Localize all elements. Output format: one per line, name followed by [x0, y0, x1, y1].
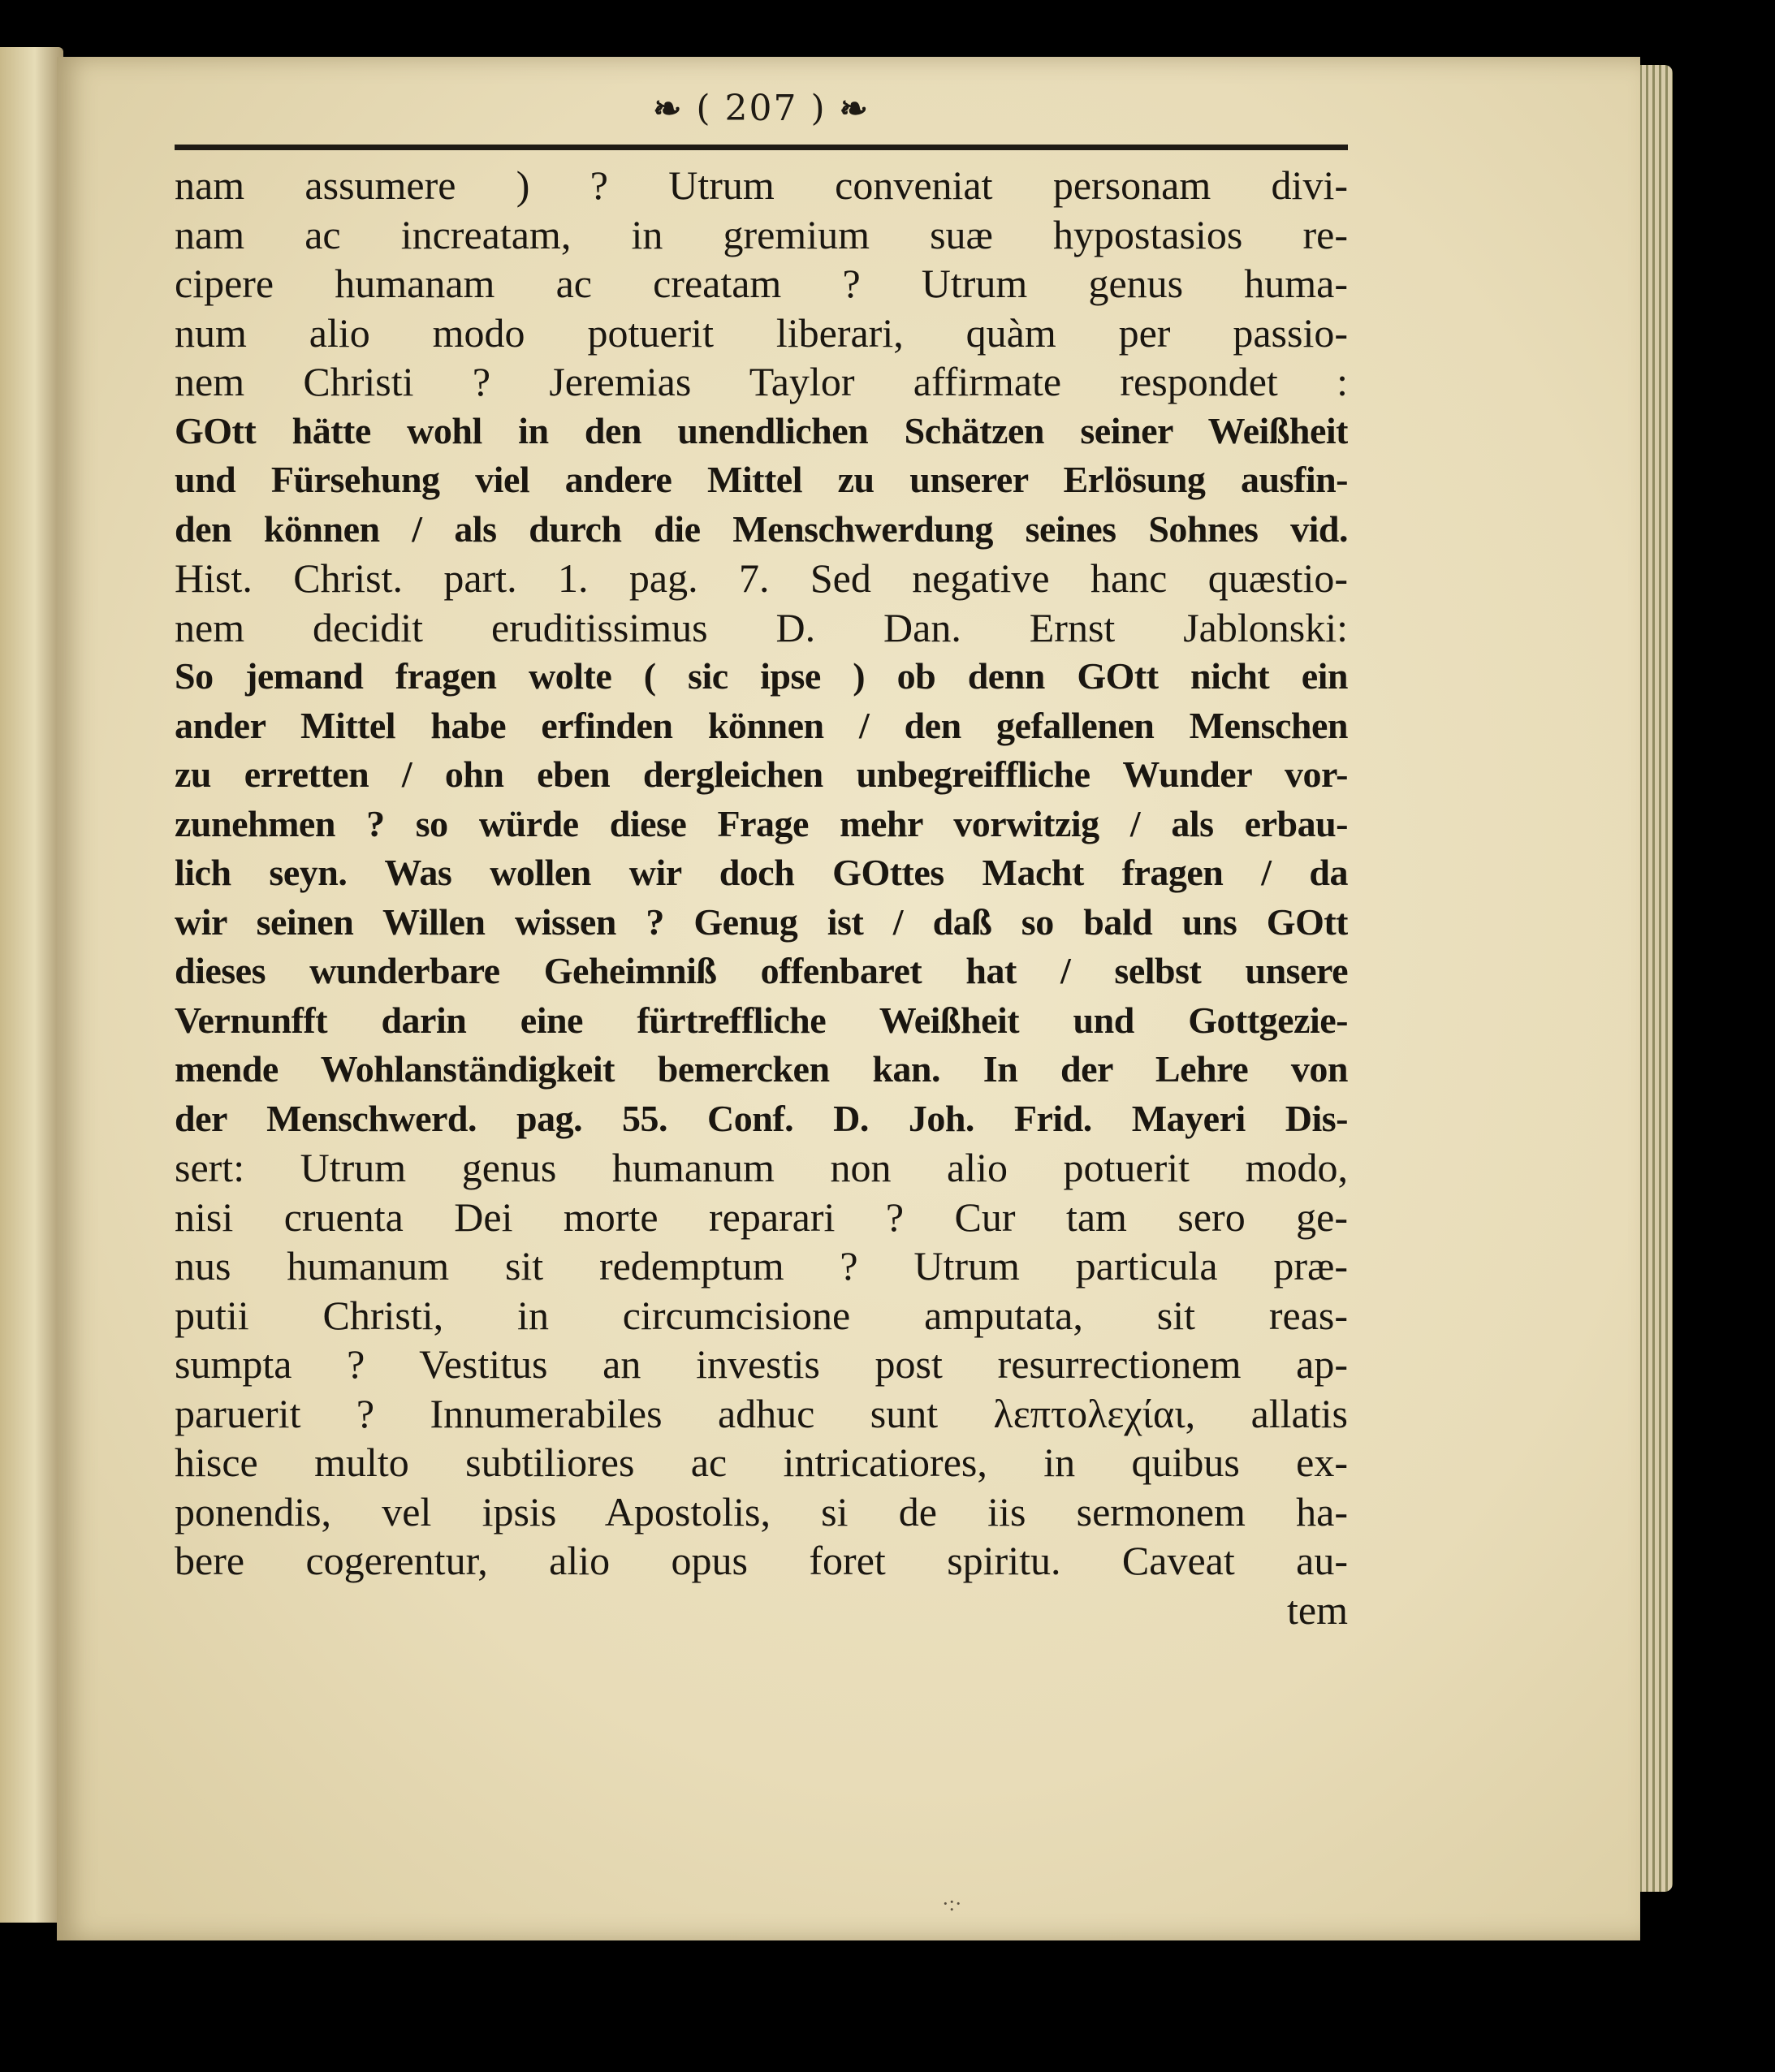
text-line: sumpta ? Vestitus an investis post resurrectionem ap-: [175, 1341, 1348, 1387]
text-line: sert: Utrum genus humanum non alio potuerit modo,: [175, 1145, 1348, 1190]
text-line: dieses wunderbare Geheimniß offenbaret hat / selbst unsere: [175, 950, 1348, 991]
text-line: cipere humanam ac creatam ? Utrum genus huma-: [175, 261, 1348, 306]
text-line: nam assumere ) ? Utrum conveniat personam divi-: [175, 162, 1348, 208]
text-line: hisce multo subtiliores ac intricatiores, in quibus ex-: [175, 1440, 1348, 1485]
text-line: mende Wohlanständigkeit bemercken kan. In der Lehre von: [175, 1048, 1348, 1090]
text-line: zu erretten / ohn eben dergleichen unbegreiffliche Wunder vor-: [175, 753, 1348, 795]
show-through-ghost-text: [175, 1744, 184, 1787]
text-line: num alio modo potuerit liberari, quàm per passio-: [175, 309, 1348, 356]
text-line: Hist. Christ. part. 1. pag. 7. Sed negative hanc quæstio-: [175, 555, 1348, 601]
text-line: und Fürsehung viel andere Mittel zu unserer Erlösung ausfin-: [175, 459, 1348, 500]
body-text: [175, 161, 1348, 1634]
ornament-left-icon: ❧: [653, 88, 684, 128]
text-line: bere cogerentur, alio opus foret spiritu. Caveat au-: [175, 1538, 1348, 1583]
text-line: lich seyn. Was wollen wir doch GOttes Macht fragen / da: [175, 852, 1348, 893]
text-line: der Menschwerd. pag. 55. Conf. D. Joh. Frid. Mayeri Dis-: [175, 1097, 1348, 1139]
text-line: Vernunfft darin eine fürtreffliche Weißheit und Gottgezie-: [175, 999, 1348, 1041]
ornament-right-icon: ❧: [839, 88, 870, 128]
text-line: nem Christi ? Jeremias Taylor affirmate respondet :: [175, 359, 1348, 404]
text-line: tem: [1287, 1586, 1348, 1633]
page-header: [175, 88, 1348, 129]
text-line: nam ac increatam, in gremium suæ hypostasios re-: [175, 211, 1348, 257]
text-line: nisi cruenta Dei morte reparari ? Cur tam sero ge-: [175, 1194, 1348, 1240]
text-line: nus humanum sit redemptum ? Utrum particula præ-: [175, 1243, 1348, 1289]
page-number: ( 207 ): [696, 88, 827, 129]
text-line: ander Mittel habe erfinden können / den gefallenen Menschen: [175, 704, 1348, 746]
text-line: paruerit ? Innumerabiles adhuc sunt λεπτολεχίαι, allatis: [175, 1390, 1348, 1436]
text-line: putii Christi, in circumcisione amputata, sit reas-: [175, 1292, 1348, 1338]
text-line: So jemand fragen wolte ( sic ipse ) ob denn GOtt nicht ein: [175, 655, 1348, 697]
text-line: ponendis, vel ipsis Apostolis, si de iis sermonem ha-: [175, 1488, 1348, 1535]
text-line: wir seinen Willen wissen ? Genug ist / daß so bald uns GOtt: [175, 900, 1348, 943]
text-line: den können / als durch die Menschwerdung seines Sohnes vid.: [175, 507, 1348, 550]
paper-speck: ·:·: [942, 1892, 962, 1915]
text-line: GOtt hätte wohl in den unendlichen Schätzen seiner Weißheit: [175, 409, 1348, 451]
header-rule: [175, 145, 1348, 150]
text-line: zunehmen ? so würde diese Frage mehr vorwitzig / als erbau-: [175, 802, 1348, 844]
text-line: nem decidit eruditissimus D. Dan. Ernst Jablonski:: [175, 604, 1348, 650]
facing-page-edge: [0, 47, 63, 1923]
